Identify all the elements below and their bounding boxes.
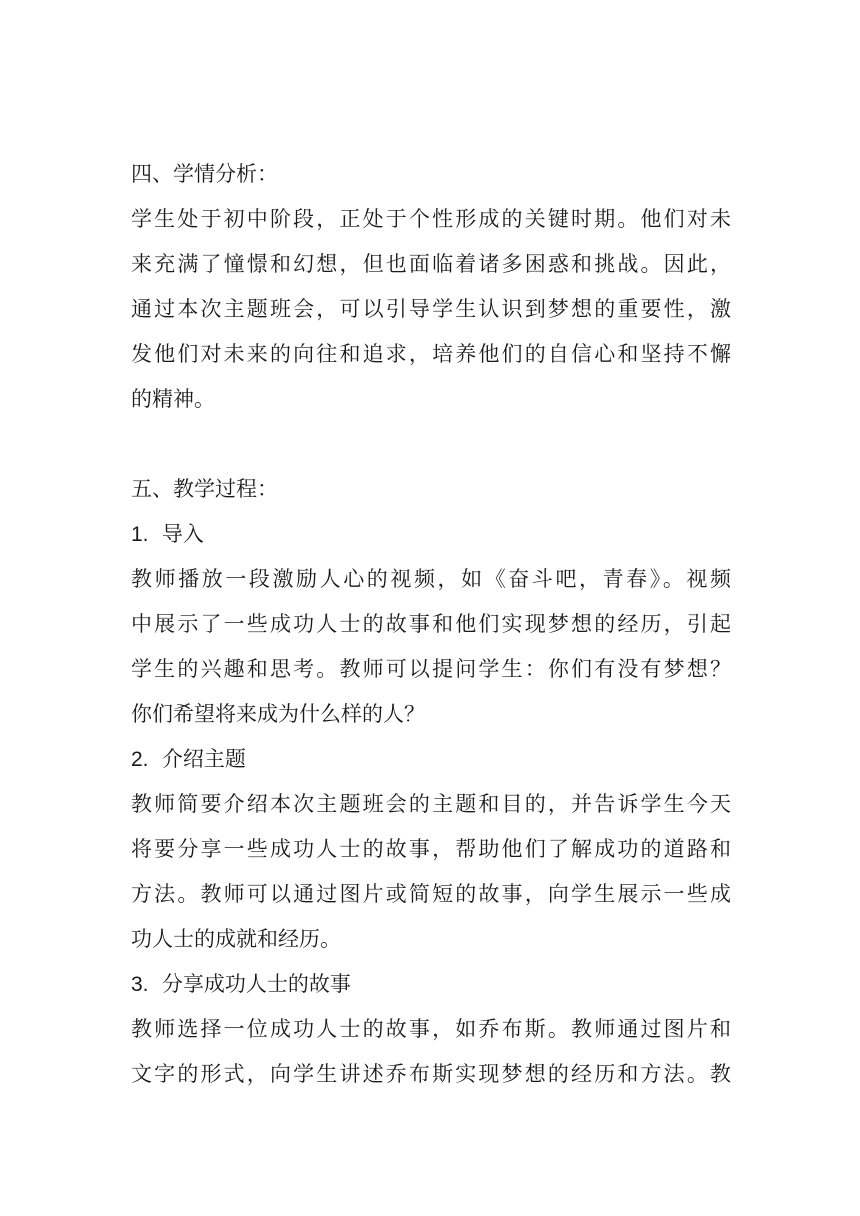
item-number: 2. [131,748,149,771]
paragraph-line: 学生处于初中阶段，正处于个性形成的关键时期。他们对未 [131,207,731,231]
item-number: 3. [131,973,149,996]
paragraph-line: 学生的兴趣和思考。教师可以提问学生：你们有没有梦想？ [131,657,731,681]
paragraph-line: 的精神。 [131,387,215,411]
paragraph-line: 发他们对未来的向往和追求，培养他们的自信心和坚持不懈 [131,342,731,366]
section-4-heading: 四、学情分析： [131,162,278,186]
item-number: 1. [131,523,149,546]
blank-line [131,422,731,467]
item-heading [131,737,731,782]
paragraph-line: 教师选择一位成功人士的故事，如乔布斯。教师通过图片和 [131,1017,731,1041]
item-heading [131,512,731,557]
paragraph-line: 中展示了一些成功人士的故事和他们实现梦想的经历，引起 [131,612,731,636]
item-title: 分享成功人士的故事 [161,972,351,996]
paragraph-line: 来充满了憧憬和幻想，但也面临着诸多困惑和挑战。因此， [131,252,731,276]
section-5-heading: 五、教学过程： [131,477,278,501]
paragraph-line: 方法。教师可以通过图片或简短的故事，向学生展示一些成 [131,882,731,906]
document-page [131,152,731,1097]
paragraph-line: 教师简要介绍本次主题班会的主题和目的，并告诉学生今天 [131,792,731,816]
paragraph-line: 文字的形式，向学生讲述乔布斯实现梦想的经历和方法。教 [131,1062,731,1086]
item-title: 介绍主题 [161,747,246,771]
item-title: 导入 [161,522,204,546]
paragraph-line: 将要分享一些成功人士的故事，帮助他们了解成功的道路和 [131,837,731,861]
paragraph-line: 通过本次主题班会，可以引导学生认识到梦想的重要性，激 [131,297,731,321]
paragraph-line: 功人士的成就和经历。 [131,927,341,951]
paragraph-line: 你们希望将来成为什么样的人？ [131,702,425,726]
item-heading [131,962,731,1007]
paragraph-line: 教师播放一段激励人心的视频，如《奋斗吧，青春》。视频 [131,567,731,591]
